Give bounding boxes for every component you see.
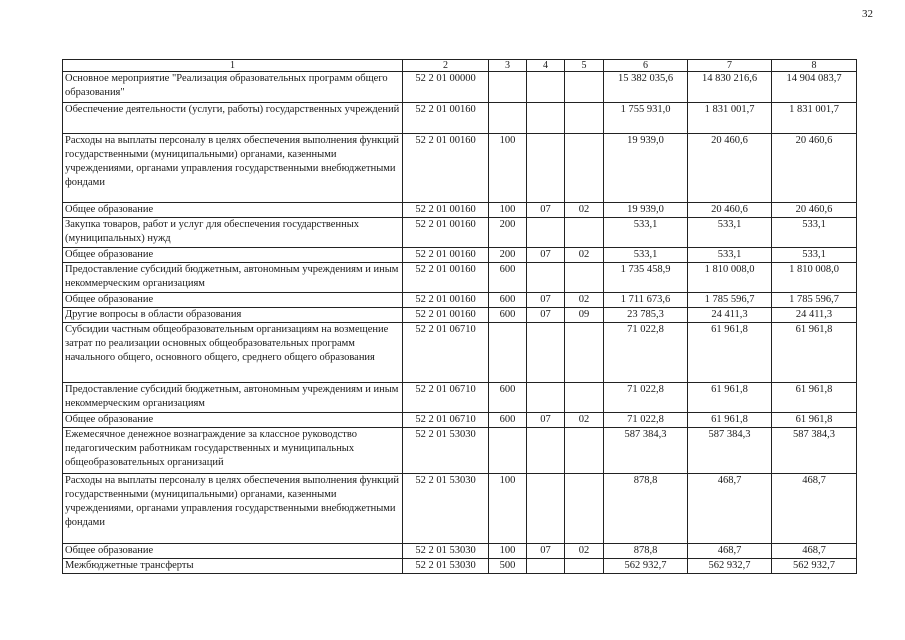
row-subsection-cell: 02 [565,248,604,263]
row-section-cell: 07 [527,544,565,559]
row-value-col8-cell: 533,1 [772,248,857,263]
row-value-col7-cell: 61 961,8 [688,413,772,428]
table-row [63,103,857,134]
row-section-cell [527,72,565,103]
row-value-col6-cell: 878,8 [604,474,688,544]
row-name-cell: Общее образование [63,248,403,263]
row-value-col8-cell: 20 460,6 [772,203,857,218]
row-value-col6-cell: 587 384,3 [604,428,688,474]
row-code-cell: 52 2 01 00160 [403,263,489,293]
row-expense-type-cell: 100 [489,544,527,559]
table-row [63,383,857,413]
row-value-col8-cell: 1 810 008,0 [772,263,857,293]
row-subsection-cell [565,263,604,293]
row-code-cell: 52 2 01 00160 [403,308,489,323]
row-subsection-cell [565,72,604,103]
row-code-cell: 52 2 01 53030 [403,559,489,574]
row-expense-type-cell [489,428,527,474]
row-value-col8-cell: 468,7 [772,544,857,559]
row-name-cell: Общее образование [63,203,403,218]
table-row [63,323,857,383]
row-subsection-cell: 09 [565,308,604,323]
row-section-cell: 07 [527,293,565,308]
row-name-cell: Расходы на выплаты персоналу в целях обеспечения выполнения функций государственными (муниципальными) органами, казенными учреждениями, органами управления государственными внебюджетными фондами [63,474,403,544]
table-row [63,293,857,308]
row-value-col7-cell: 24 411,3 [688,308,772,323]
row-value-col8-cell: 1 831 001,7 [772,103,857,134]
row-value-col6-cell: 533,1 [604,218,688,248]
row-subsection-cell [565,428,604,474]
row-name-cell: Субсидии частным общеобразовательным организациям на возмещение затрат по реализации основных общеобразовательных программ начального общего, основного общего, среднего общего образования [63,323,403,383]
row-code-cell: 52 2 01 53030 [403,544,489,559]
row-code-cell: 52 2 01 00160 [403,293,489,308]
row-section-cell [527,103,565,134]
row-name-cell: Общее образование [63,413,403,428]
row-code-cell: 52 2 01 53030 [403,428,489,474]
row-name-cell: Межбюджетные трансферты [63,559,403,574]
column-header: 4 [527,60,565,72]
row-section-cell [527,428,565,474]
row-value-col6-cell: 71 022,8 [604,383,688,413]
table-row [63,559,857,574]
column-header: 8 [772,60,857,72]
row-value-col8-cell: 61 961,8 [772,383,857,413]
row-value-col8-cell: 587 384,3 [772,428,857,474]
row-value-col7-cell: 1 810 008,0 [688,263,772,293]
row-code-cell: 52 2 01 06710 [403,383,489,413]
row-code-cell: 52 2 01 06710 [403,413,489,428]
page-number: 32 [862,8,873,20]
column-header: 7 [688,60,772,72]
row-subsection-cell: 02 [565,293,604,308]
row-code-cell: 52 2 01 53030 [403,474,489,544]
table-row [63,218,857,248]
row-value-col7-cell: 562 932,7 [688,559,772,574]
row-section-cell: 07 [527,308,565,323]
row-subsection-cell [565,383,604,413]
row-value-col8-cell: 533,1 [772,218,857,248]
column-header: 1 [63,60,403,72]
row-expense-type-cell: 600 [489,263,527,293]
row-code-cell: 52 2 01 00160 [403,248,489,263]
row-subsection-cell [565,323,604,383]
row-section-cell: 07 [527,203,565,218]
row-subsection-cell [565,559,604,574]
row-subsection-cell: 02 [565,203,604,218]
row-value-col8-cell: 14 904 083,7 [772,72,857,103]
row-expense-type-cell: 600 [489,308,527,323]
row-code-cell: 52 2 01 00160 [403,203,489,218]
column-header: 3 [489,60,527,72]
table-row [63,413,857,428]
row-value-col6-cell: 19 939,0 [604,134,688,203]
row-expense-type-cell [489,323,527,383]
row-expense-type-cell [489,72,527,103]
table-row [63,134,857,203]
column-header: 6 [604,60,688,72]
row-value-col7-cell: 587 384,3 [688,428,772,474]
row-section-cell [527,323,565,383]
row-expense-type-cell: 200 [489,248,527,263]
row-section-cell: 07 [527,413,565,428]
row-value-col7-cell: 20 460,6 [688,203,772,218]
row-name-cell: Обеспечение деятельности (услуги, работы) государственных учреждений [63,103,403,134]
row-value-col6-cell: 1 755 931,0 [604,103,688,134]
row-expense-type-cell: 100 [489,474,527,544]
row-subsection-cell: 02 [565,544,604,559]
row-value-col7-cell: 61 961,8 [688,323,772,383]
row-value-col6-cell: 1 735 458,9 [604,263,688,293]
table-row [63,308,857,323]
table-row [63,248,857,263]
column-header: 2 [403,60,489,72]
row-value-col8-cell: 24 411,3 [772,308,857,323]
column-header: 5 [565,60,604,72]
row-expense-type-cell: 200 [489,218,527,248]
row-expense-type-cell: 100 [489,203,527,218]
row-section-cell [527,134,565,203]
row-subsection-cell [565,103,604,134]
row-section-cell [527,218,565,248]
table-row [63,544,857,559]
row-value-col6-cell: 19 939,0 [604,203,688,218]
row-value-col7-cell: 468,7 [688,544,772,559]
row-name-cell: Расходы на выплаты персоналу в целях обеспечения выполнения функций государственными (муниципальными) органами, казенными учреждениями, органами управления государственными внебюджетными фондами [63,134,403,203]
row-name-cell: Предоставление субсидий бюджетным, автономным учреждениям и иным некоммерческим организациям [63,383,403,413]
row-name-cell: Общее образование [63,293,403,308]
row-name-cell: Ежемесячное денежное вознаграждение за классное руководство педагогическим работникам государственных и муниципальных общеобразовательных организаций [63,428,403,474]
table-row [63,72,857,103]
row-value-col7-cell: 61 961,8 [688,383,772,413]
row-subsection-cell [565,134,604,203]
row-section-cell [527,383,565,413]
row-expense-type-cell [489,103,527,134]
row-code-cell: 52 2 01 00000 [403,72,489,103]
table-row [63,263,857,293]
row-value-col6-cell: 15 382 035,6 [604,72,688,103]
row-value-col7-cell: 533,1 [688,248,772,263]
row-value-col7-cell: 1 785 596,7 [688,293,772,308]
table-row [63,203,857,218]
row-expense-type-cell: 600 [489,383,527,413]
row-expense-type-cell: 600 [489,293,527,308]
header-row [63,60,857,72]
row-value-col8-cell: 1 785 596,7 [772,293,857,308]
row-name-cell: Общее образование [63,544,403,559]
row-subsection-cell [565,474,604,544]
row-name-cell: Основное мероприятие "Реализация образовательных программ общего образования" [63,72,403,103]
row-value-col6-cell: 71 022,8 [604,323,688,383]
row-value-col8-cell: 61 961,8 [772,323,857,383]
row-section-cell [527,559,565,574]
row-expense-type-cell: 500 [489,559,527,574]
row-value-col7-cell: 14 830 216,6 [688,72,772,103]
row-name-cell: Другие вопросы в области образования [63,308,403,323]
row-value-col6-cell: 878,8 [604,544,688,559]
row-code-cell: 52 2 01 00160 [403,218,489,248]
row-value-col7-cell: 468,7 [688,474,772,544]
row-section-cell [527,474,565,544]
budget-table [62,59,857,574]
table-row [63,428,857,474]
row-code-cell: 52 2 01 00160 [403,134,489,203]
row-value-col7-cell: 533,1 [688,218,772,248]
row-section-cell: 07 [527,248,565,263]
row-value-col8-cell: 562 932,7 [772,559,857,574]
row-expense-type-cell: 600 [489,413,527,428]
row-value-col6-cell: 533,1 [604,248,688,263]
row-value-col6-cell: 71 022,8 [604,413,688,428]
row-value-col8-cell: 61 961,8 [772,413,857,428]
row-value-col7-cell: 1 831 001,7 [688,103,772,134]
row-value-col7-cell: 20 460,6 [688,134,772,203]
row-code-cell: 52 2 01 00160 [403,103,489,134]
row-subsection-cell: 02 [565,413,604,428]
row-section-cell [527,263,565,293]
row-value-col8-cell: 468,7 [772,474,857,544]
row-value-col6-cell: 23 785,3 [604,308,688,323]
row-value-col6-cell: 1 711 673,6 [604,293,688,308]
row-value-col8-cell: 20 460,6 [772,134,857,203]
row-name-cell: Предоставление субсидий бюджетным, автономным учреждениям и иным некоммерческим организациям [63,263,403,293]
row-code-cell: 52 2 01 06710 [403,323,489,383]
row-expense-type-cell: 100 [489,134,527,203]
table-row [63,474,857,544]
row-subsection-cell [565,218,604,248]
row-name-cell: Закупка товаров, работ и услуг для обеспечения государственных (муниципальных) нужд [63,218,403,248]
row-value-col6-cell: 562 932,7 [604,559,688,574]
